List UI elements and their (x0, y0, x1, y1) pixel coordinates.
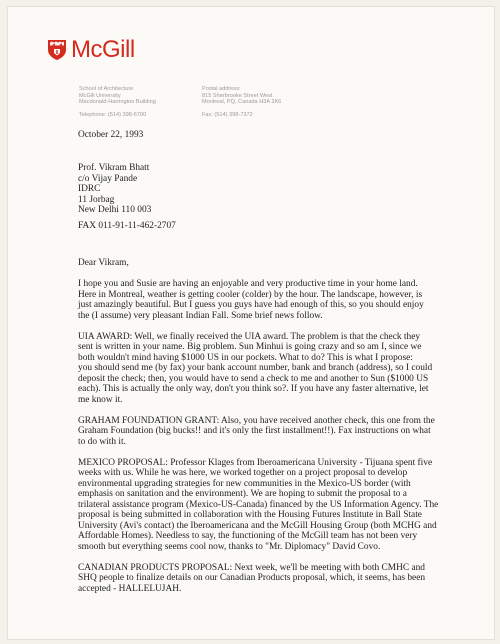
postal-line: Postal address: (202, 86, 241, 92)
fax-number: Fax: (514) 398-7372 (202, 112, 253, 118)
mcgill-logo (47, 36, 135, 63)
mcgill-crest-icon (47, 39, 67, 61)
paragraph-graham-grant: GRAHAM FOUNDATION GRANT: Also, you have received another check, this one from the Graham Foundation (big bucks!! and it's only the first installment!!). Fax instructions on what to do with it. (78, 415, 435, 447)
department-address (79, 86, 156, 106)
paragraph-greeting: I hope you and Susie are having an enjoyable and very productive time in your home land. Here in Montreal, weather is getting cooler (colder) by the hour. The landscape, however, is just amazingly beautiful. But I guess you guys have had enough of this, so you should enjoy the (I assume) very pleasant Indian Fall. Some brief news follow. (78, 279, 424, 321)
paragraph-canadian-products: CANADIAN PRODUCTS PROPOSAL: Next week, we'll be meeting with both CMHC and SHQ people to finalize details on our Canadian Products proposal, which, it seems, has been accepted - HALLELUJAH. (78, 562, 426, 594)
recipient-line: 11 Jorbag (78, 194, 115, 205)
department-line: McGill University (79, 92, 121, 99)
recipient-line: New Delhi 110 003 (78, 205, 152, 215)
postal-line: Montreal, PQ, Canada H3A 2K6 (202, 99, 282, 106)
recipient-line: Prof. Vikram Bhatt (78, 163, 150, 173)
paragraph-uia-award: UIA AWARD: Well, we finally received the UIA award. The problem is that the check they sent is written in your name. Big problem. Sun Minhui is going crazy and so am I, since we both wouldn't mind having $1000 US in our pockets. What to do? This is what I propose: you should send me (by fax) your bank account number, bank and branch (address), so I could deposit the check; then, you would have to send a check to me and another to Sun ($1000 US each). This is actually the only way, don't you think so?. If you have any faster alternative, let me know it. (78, 331, 433, 405)
department-line: Macdonald-Harrington Building (79, 99, 156, 106)
recipient-line: c/o Vijay Pande (78, 173, 138, 184)
brand-wordmark: McGill (71, 36, 135, 63)
recipient-address (78, 163, 151, 216)
paragraph-mexico-proposal: MEXICO PROPOSAL: Professor Klages from Iberoamericana University - Tijuana spent five weeks with us. While he was here, we worked together on a project proposal to develop environmental upgrading strategies for new communities in the Mexico-US border (with emphasis on sanitation and the environment). We are hoping to submit the proposal to a trilateral assistance program (Mexico-US-Canada) financed by the US Information Agency. The proposal is being submitted in collaboration with the Housing Futures Institute in Ball State University (Avi's contact) the Iberoamericana and the McGill Housing Group (both MCHG and Affordable Homes). Needless to say, the functioning of the McGill team has not been very smooth but everything seems cool now, thanks to "Mr. Diplomacy" David Covo. (78, 457, 439, 552)
postal-address (202, 86, 281, 106)
salutation: Dear Vikram, (78, 258, 129, 268)
postal-line: 815 Sherbrooke Street West (202, 92, 273, 99)
department-line: School of Architecture (79, 86, 134, 92)
letter-date: October 22, 1993 (78, 130, 144, 140)
recipient-fax: FAX 011-91-11-462-2707 (78, 221, 176, 231)
letter-body (78, 258, 483, 605)
telephone-number: Telephone: (514) 398-6700 (79, 112, 147, 118)
recipient-line: IDRC (78, 184, 101, 194)
